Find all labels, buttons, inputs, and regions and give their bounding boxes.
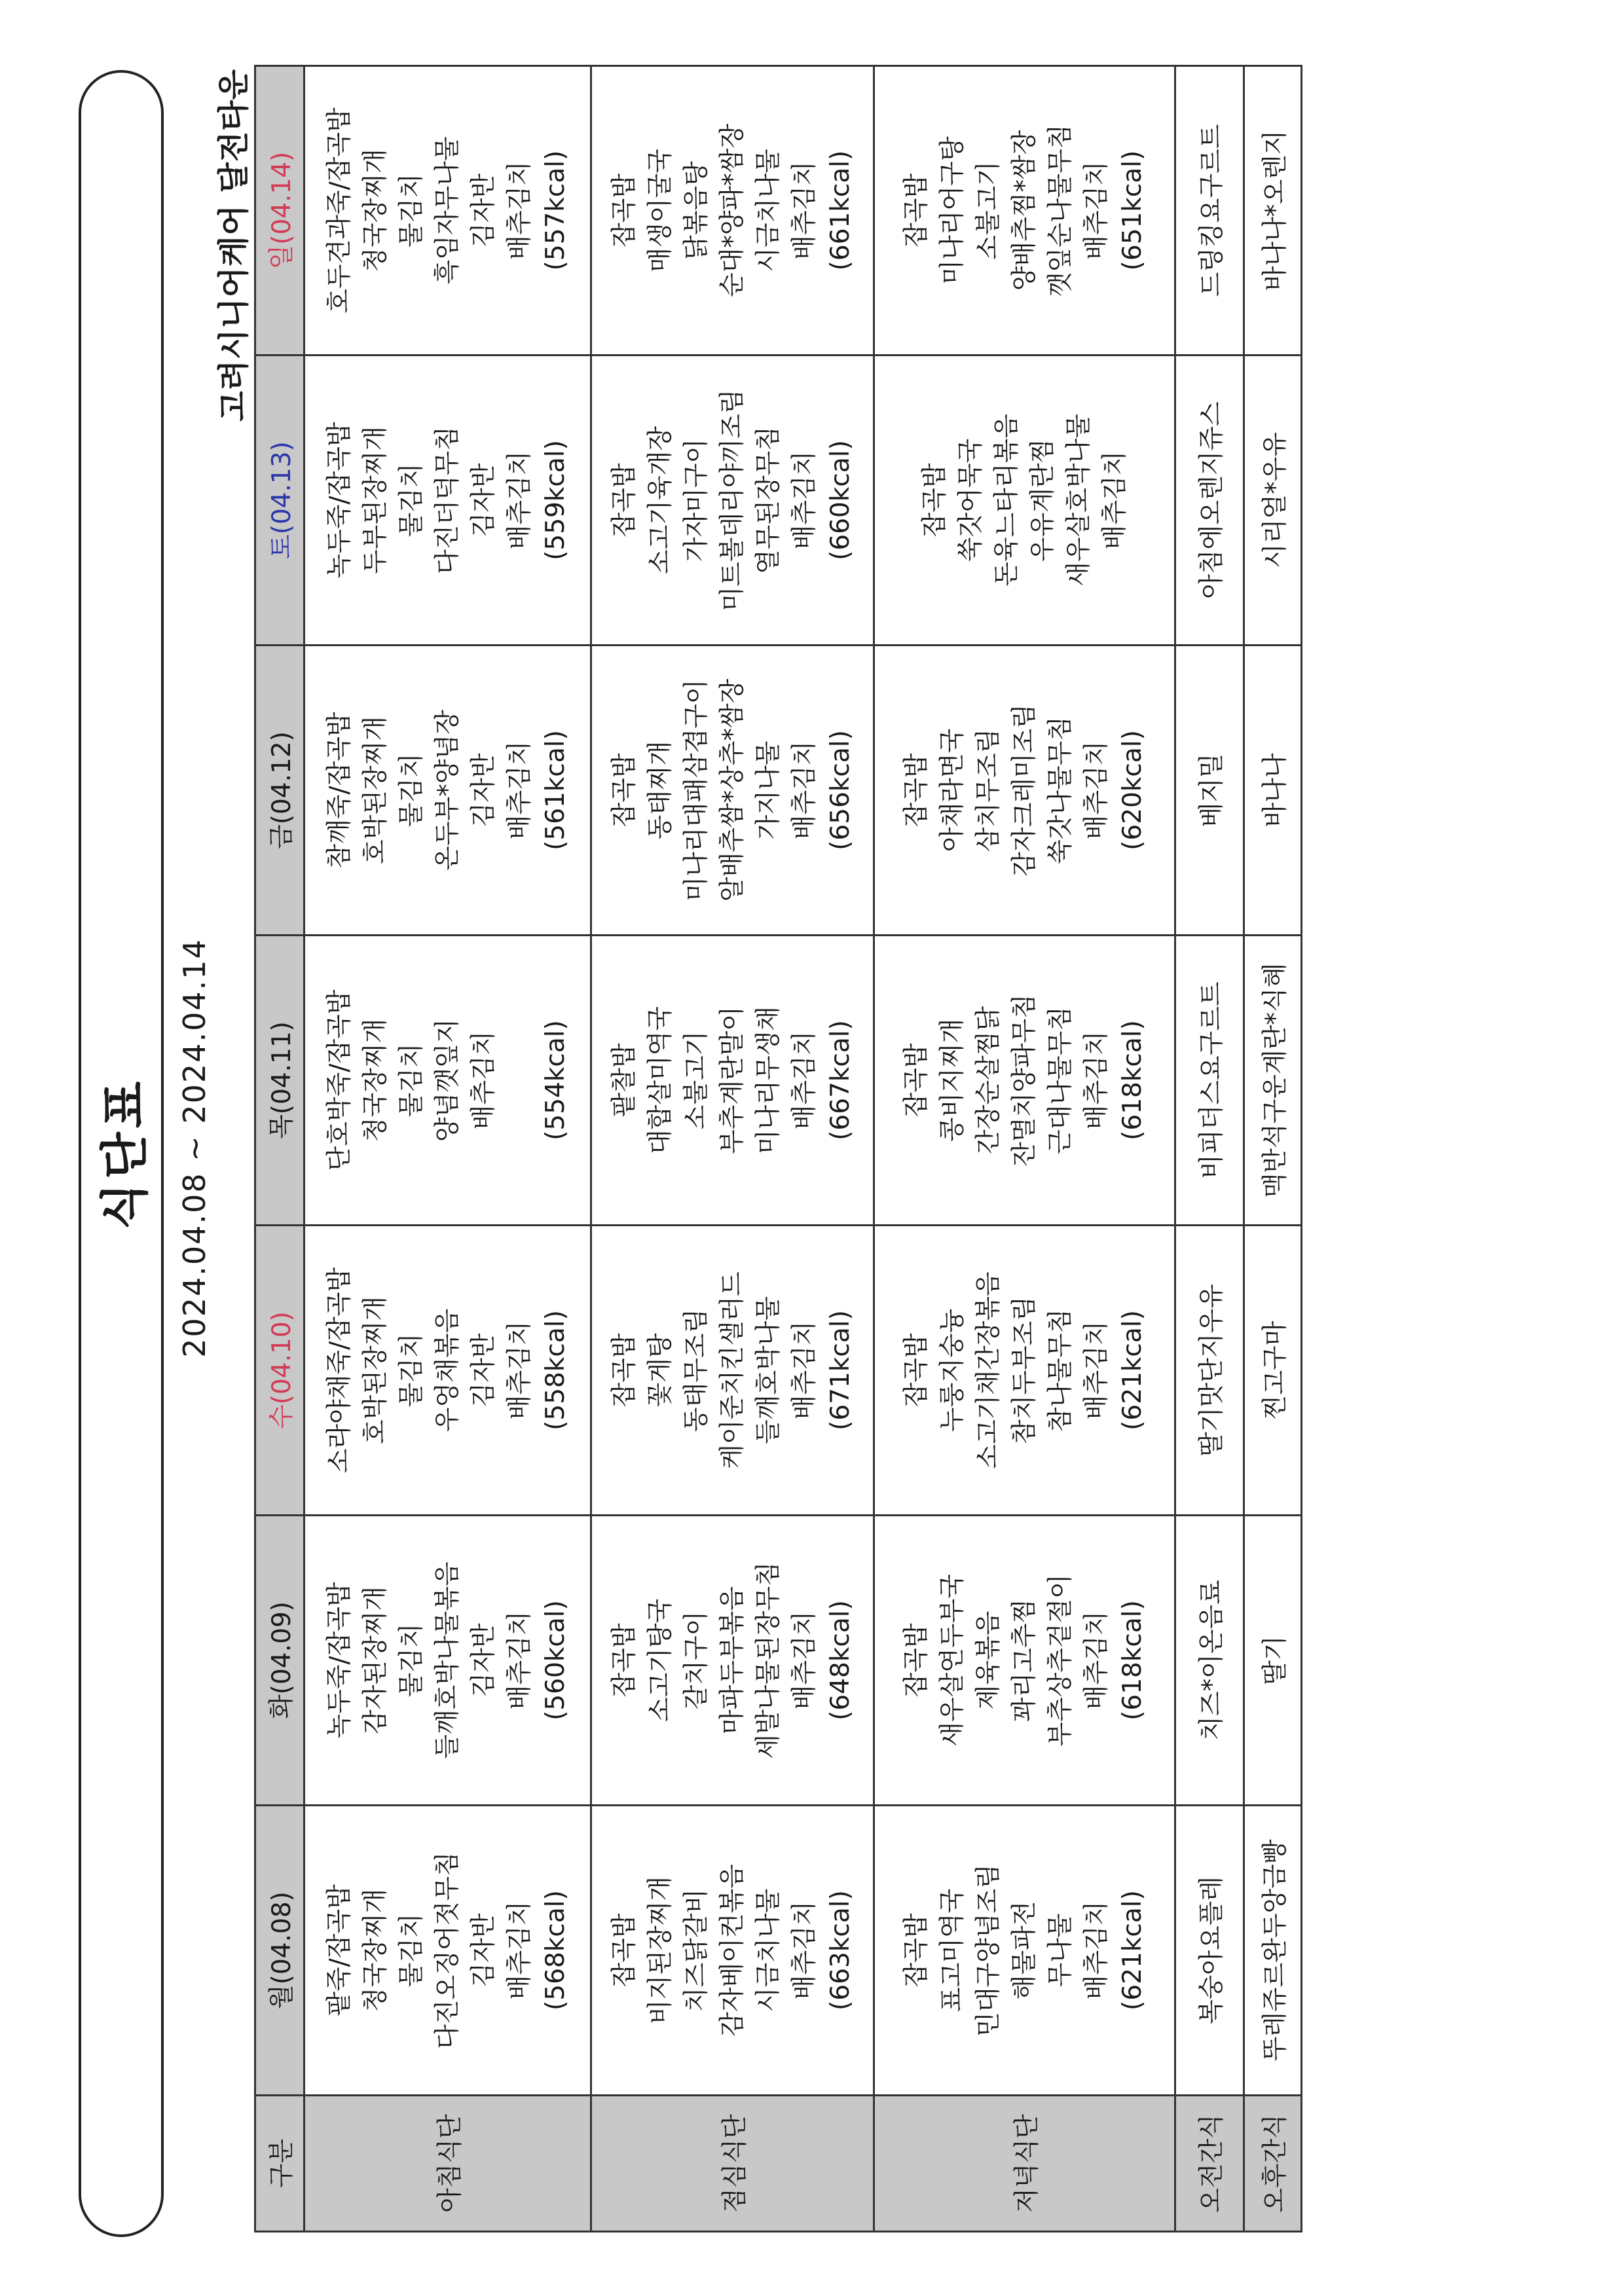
snack-cell: 시리얼*우유 xyxy=(1244,355,1302,646)
dish-item: 민대구양념조림 xyxy=(974,1864,1003,2037)
dish-item: 누룽지숭늉 xyxy=(938,1308,967,1432)
calorie-value: (648kcal) xyxy=(826,1600,855,1721)
calorie-value: (560kcal) xyxy=(541,1600,570,1721)
meal-cell xyxy=(591,355,874,646)
meal-cell xyxy=(874,936,1175,1226)
date-range: 2024.04.08 ~ 2024.04.14 xyxy=(177,938,212,1358)
dish-item: 소고기채간장볶음 xyxy=(974,1271,1003,1469)
dish-item: 잡곡밥 xyxy=(919,463,950,538)
dish-item: 다진오징어젓무침 xyxy=(433,1851,462,2049)
dish-item: 소불고기 xyxy=(974,161,1003,260)
dish-item: 돈육느타리볶음 xyxy=(991,414,1022,587)
dish-item: 배추김치 xyxy=(790,450,819,550)
dish-item: 잡곡밥 xyxy=(902,1043,931,1118)
dish-item: 배추김치 xyxy=(505,450,534,550)
meal-cell xyxy=(591,936,874,1226)
dish-item: 녹두죽/잡곡밥 xyxy=(325,1582,354,1739)
dish-item: 부추계란말이 xyxy=(718,1006,747,1155)
dish-item: 흑임자무나물 xyxy=(433,136,462,285)
dish-item: 알배추쌈*상추*쌈장 xyxy=(718,678,747,902)
dish-item: 근대나물무침 xyxy=(1046,1006,1075,1155)
dish-item: 호두견과죽/잡곡밥 xyxy=(325,107,354,314)
dish-item: 청국장찌개 xyxy=(361,149,390,272)
dish-item: 배추김치 xyxy=(505,161,534,260)
dish-item: 잡곡밥 xyxy=(610,1623,639,1698)
dish-item: 무나물 xyxy=(1046,1913,1075,1988)
dinner-row xyxy=(874,66,1175,2232)
row-label: 오후간식 xyxy=(1244,2096,1302,2232)
day-header: 월(04.08) xyxy=(255,1806,304,2096)
meal-cell xyxy=(874,1806,1175,2096)
day-header: 토(04.13) xyxy=(255,355,304,646)
calorie-value: (656kcal) xyxy=(826,730,855,850)
dish-item: 김자반 xyxy=(469,1913,498,1988)
calorie-value: (568kcal) xyxy=(541,1890,570,2011)
dish-item: 시금치나물 xyxy=(754,149,783,272)
dish-item: 물김치 xyxy=(397,1623,426,1698)
dish-item: 팥찰밥 xyxy=(610,1043,639,1118)
dish-item: 배추김치 xyxy=(1082,161,1111,260)
calorie-value: (618kcal) xyxy=(1118,1600,1147,1721)
dish-item: 잡곡밥 xyxy=(902,753,931,828)
dish-item: 미나리어구탕 xyxy=(938,136,967,285)
meal-plan-table xyxy=(254,65,1302,2232)
dish-item: 들깨호박나물볶음 xyxy=(433,1561,462,1759)
meal-cell xyxy=(304,1806,591,2096)
dish-item: 소고기육개장 xyxy=(646,426,675,575)
dish-item: 콩비지찌개 xyxy=(938,1018,967,1142)
snack-cell: 맥반석구운계란*식혜 xyxy=(1244,936,1302,1226)
dish-item: 미나리무생채 xyxy=(754,1006,783,1155)
meal-cell xyxy=(591,646,874,936)
row-label: 오전간식 xyxy=(1175,2096,1244,2232)
dish-item: 비지된장찌개 xyxy=(646,1876,675,2025)
calorie-value: (661kcal) xyxy=(826,150,855,271)
snack-cell: 바나나*오렌지 xyxy=(1244,66,1302,355)
dish-item: 배추김치 xyxy=(790,1611,819,1710)
snack-cell: 딸기 xyxy=(1244,1516,1302,1806)
dish-item: 배추김치 xyxy=(505,1901,534,2000)
dish-item: 잡곡밥 xyxy=(902,173,931,248)
dish-item: 두부된장찌개 xyxy=(361,426,390,575)
dish-item: 삼치무조림 xyxy=(974,728,1003,852)
dish-item: 케이준치킨샐러드 xyxy=(718,1271,747,1469)
meal-cell xyxy=(591,66,874,355)
organization-name: 고려시니어케어 달전타운 xyxy=(215,69,252,422)
dish-item: 팥죽/잡곡밥 xyxy=(325,1884,354,2016)
dish-item: 갈치구이 xyxy=(682,1611,711,1710)
dish-item: 잡곡밥 xyxy=(610,1913,639,1988)
calorie-value: (554kcal) xyxy=(541,1020,570,1140)
meal-cell xyxy=(304,936,591,1226)
dish-item: 물김치 xyxy=(397,1043,426,1118)
dish-item: 대합살미역국 xyxy=(646,1006,675,1155)
calorie-value: (651kcal) xyxy=(1118,150,1147,271)
dish-item: 꽈리고추찜 xyxy=(1010,1598,1039,1722)
dish-item: 새우살연두부국 xyxy=(938,1574,967,1747)
dish-item: 물김치 xyxy=(397,753,426,828)
dish-item: 쑥갓어묵국 xyxy=(955,438,986,562)
dish-item: 온두부*양념장 xyxy=(433,710,462,871)
dish-item: 김자반 xyxy=(469,1333,498,1408)
pm-snack-row xyxy=(1244,66,1302,2232)
dish-item: 배추김치 xyxy=(790,740,819,840)
dish-item: 배추김치 xyxy=(790,1321,819,1420)
dish-item: 우유계란찜 xyxy=(1027,438,1058,562)
dish-item: 잔멸치양파무침 xyxy=(1010,994,1039,1167)
calorie-value: (667kcal) xyxy=(826,1020,855,1140)
title-bar xyxy=(79,70,164,2237)
calorie-value: (620kcal) xyxy=(1118,730,1147,850)
day-header: 일(04.14) xyxy=(255,66,304,355)
calorie-value: (663kcal) xyxy=(826,1890,855,2011)
dish-item: 청국장찌개 xyxy=(361,1018,390,1142)
dish-item: 배추김치 xyxy=(1082,740,1111,840)
snack-cell: 아침에오렌지쥬스 xyxy=(1175,355,1244,646)
dish-item: 배추김치 xyxy=(1099,450,1130,550)
dish-item: 배추김치 xyxy=(505,1611,534,1710)
dish-item: 김자반 xyxy=(469,753,498,828)
dish-item: 잡곡밥 xyxy=(610,173,639,248)
row-label: 아침식단 xyxy=(304,2096,591,2232)
row-label: 저녁식단 xyxy=(874,2096,1175,2232)
dish-item: 김자반 xyxy=(469,463,498,538)
snack-cell: 치즈*이온음료 xyxy=(1175,1516,1244,1806)
breakfast-row xyxy=(304,66,591,2232)
meal-cell xyxy=(591,1226,874,1516)
meal-cell xyxy=(304,1516,591,1806)
snack-cell: 뚜레쥬르완두앙금빵 xyxy=(1244,1806,1302,2096)
meal-cell xyxy=(591,1516,874,1806)
day-header: 금(04.12) xyxy=(255,646,304,936)
dish-item: 우엉채볶음 xyxy=(433,1308,462,1432)
dish-item: 가지나물 xyxy=(754,740,783,840)
category-header: 구분 xyxy=(255,2096,304,2232)
dish-item: 치즈닭갈비 xyxy=(682,1888,711,2013)
dish-item: 배추김치 xyxy=(790,161,819,260)
dish-item: 참치두부조림 xyxy=(1010,1296,1039,1445)
calorie-value: (559kcal) xyxy=(541,440,570,560)
dish-item: 감자된장찌개 xyxy=(361,1586,390,1735)
dish-item: 배추김치 xyxy=(790,1030,819,1130)
dish-item: 동태찌개 xyxy=(646,740,675,840)
dish-item: 잡곡밥 xyxy=(902,1913,931,1988)
snack-cell: 베지밀 xyxy=(1175,646,1244,936)
dish-item: 감자크레미조림 xyxy=(1010,704,1039,877)
dish-item: 배추김치 xyxy=(1082,1030,1111,1130)
dish-item: 청국장찌개 xyxy=(361,1888,390,2013)
meal-cell xyxy=(874,1516,1175,1806)
dish-item: 가자미구이 xyxy=(682,438,711,562)
dish-item: 배추김치 xyxy=(790,1901,819,2000)
snack-cell: 비피더스요구르트 xyxy=(1175,936,1244,1226)
dish-item: 호박된장찌개 xyxy=(361,716,390,865)
dish-item: 물김치 xyxy=(397,173,426,248)
meal-cell xyxy=(304,66,591,355)
meal-cell xyxy=(874,646,1175,936)
dish-item: 제육볶음 xyxy=(974,1611,1003,1710)
dish-item: 열무된장무침 xyxy=(754,426,783,575)
dish-item: 해물파전 xyxy=(1010,1901,1039,2000)
am-snack-row xyxy=(1175,66,1244,2232)
calorie-value: (660kcal) xyxy=(826,440,855,560)
snack-cell: 복숭아요플레 xyxy=(1175,1806,1244,2096)
dish-item: 소고기탕국 xyxy=(646,1598,675,1722)
snack-cell: 드링킹요구르트 xyxy=(1175,66,1244,355)
dish-item: 배추김치 xyxy=(1082,1611,1111,1710)
dish-item: 감자베이컨볶음 xyxy=(718,1864,747,2037)
dish-item: 물김치 xyxy=(397,1913,426,1988)
dish-item: 꽃게탕 xyxy=(646,1333,675,1408)
dish-item: 들깨호박나물 xyxy=(754,1296,783,1445)
dish-item: 양배추찜*쌈장 xyxy=(1010,130,1039,291)
dish-item: 소불고기 xyxy=(682,1030,711,1130)
dish-item: 단호박죽/잡곡밥 xyxy=(325,989,354,1171)
dish-item: 아채라면국 xyxy=(938,728,967,852)
dish-item: 닭볶음탕 xyxy=(682,161,711,260)
dish-item: 잡곡밥 xyxy=(610,753,639,828)
meal-cell xyxy=(874,66,1175,355)
snack-cell: 찐고구마 xyxy=(1244,1226,1302,1516)
dish-item: 간장순살찜닭 xyxy=(974,1006,1003,1155)
dish-item: 미나리대패삼겹구이 xyxy=(682,679,711,902)
dish-item: 깻잎순나물무침 xyxy=(1046,124,1075,297)
calorie-value: (621kcal) xyxy=(1118,1890,1147,2011)
page-title: 식단표 xyxy=(97,1077,153,1230)
dish-item: 다진더덕무침 xyxy=(433,426,462,575)
dish-item: 김자반 xyxy=(469,1623,498,1698)
dish-item: 새우살호박나물 xyxy=(1063,414,1094,587)
dish-item: 배추김치 xyxy=(1082,1901,1111,2000)
day-header: 수(04.10) xyxy=(255,1226,304,1516)
calorie-value: (618kcal) xyxy=(1118,1020,1147,1140)
calorie-value: (558kcal) xyxy=(541,1310,570,1430)
meal-cell xyxy=(304,355,591,646)
dish-item: 동태무조림 xyxy=(682,1308,711,1432)
meal-cell xyxy=(874,355,1175,646)
calorie-value: (671kcal) xyxy=(826,1310,855,1430)
calorie-value: (621kcal) xyxy=(1118,1310,1147,1430)
meal-cell xyxy=(304,646,591,936)
meal-cell xyxy=(591,1806,874,2096)
day-header: 목(04.11) xyxy=(255,936,304,1226)
meal-cell xyxy=(304,1226,591,1516)
day-header: 화(04.09) xyxy=(255,1516,304,1806)
dish-item: 참나물무침 xyxy=(1046,1308,1075,1432)
row-label: 점심식단 xyxy=(591,2096,874,2232)
dish-item: 잡곡밥 xyxy=(610,1333,639,1408)
calorie-value: (561kcal) xyxy=(541,730,570,850)
dish-item: 배추김치 xyxy=(1082,1321,1111,1420)
dish-item: 잡곡밥 xyxy=(610,463,639,538)
dish-item: 미트볼데리야끼조림 xyxy=(718,389,747,611)
dish-item: 세발나물된장무침 xyxy=(754,1561,783,1759)
dish-item: 김자반 xyxy=(469,173,498,248)
calorie-value: (557kcal) xyxy=(541,150,570,271)
dish-item: 배추김치 xyxy=(469,1030,498,1130)
dish-item: 배추김치 xyxy=(505,1321,534,1420)
dish-item: 참깨죽/잡곡밥 xyxy=(325,712,354,869)
dish-item: 매생이굴국 xyxy=(646,149,675,272)
dish-item: 시금치나물 xyxy=(754,1888,783,2013)
lunch-row xyxy=(591,66,874,2232)
dish-item: 물김치 xyxy=(397,1333,426,1408)
snack-cell: 딸기맛단지우유 xyxy=(1175,1226,1244,1516)
header-row xyxy=(255,66,304,2232)
dish-item: 순대*양파*쌈장 xyxy=(718,123,747,298)
dish-item: 잡곡밥 xyxy=(902,1333,931,1408)
dish-item: 잡곡밥 xyxy=(902,1623,931,1698)
dish-item: 쑥갓나물무침 xyxy=(1046,716,1075,865)
dish-item: 양념깻잎지 xyxy=(433,1018,462,1142)
dish-item: 마파두부볶음 xyxy=(718,1586,747,1735)
dish-item: 소라야채죽/잡곡밥 xyxy=(325,1267,354,1474)
dish-item: 물김치 xyxy=(397,463,426,538)
snack-cell: 바나나 xyxy=(1244,646,1302,936)
dish-item: 표고미역국 xyxy=(938,1888,967,2013)
meal-cell xyxy=(874,1226,1175,1516)
dish-item: 배추김치 xyxy=(505,740,534,840)
dish-item: 호박된장찌개 xyxy=(361,1296,390,1445)
dish-item: 녹두죽/잡곡밥 xyxy=(325,422,354,579)
dish-item: 부추상추겉절이 xyxy=(1046,1574,1075,1747)
